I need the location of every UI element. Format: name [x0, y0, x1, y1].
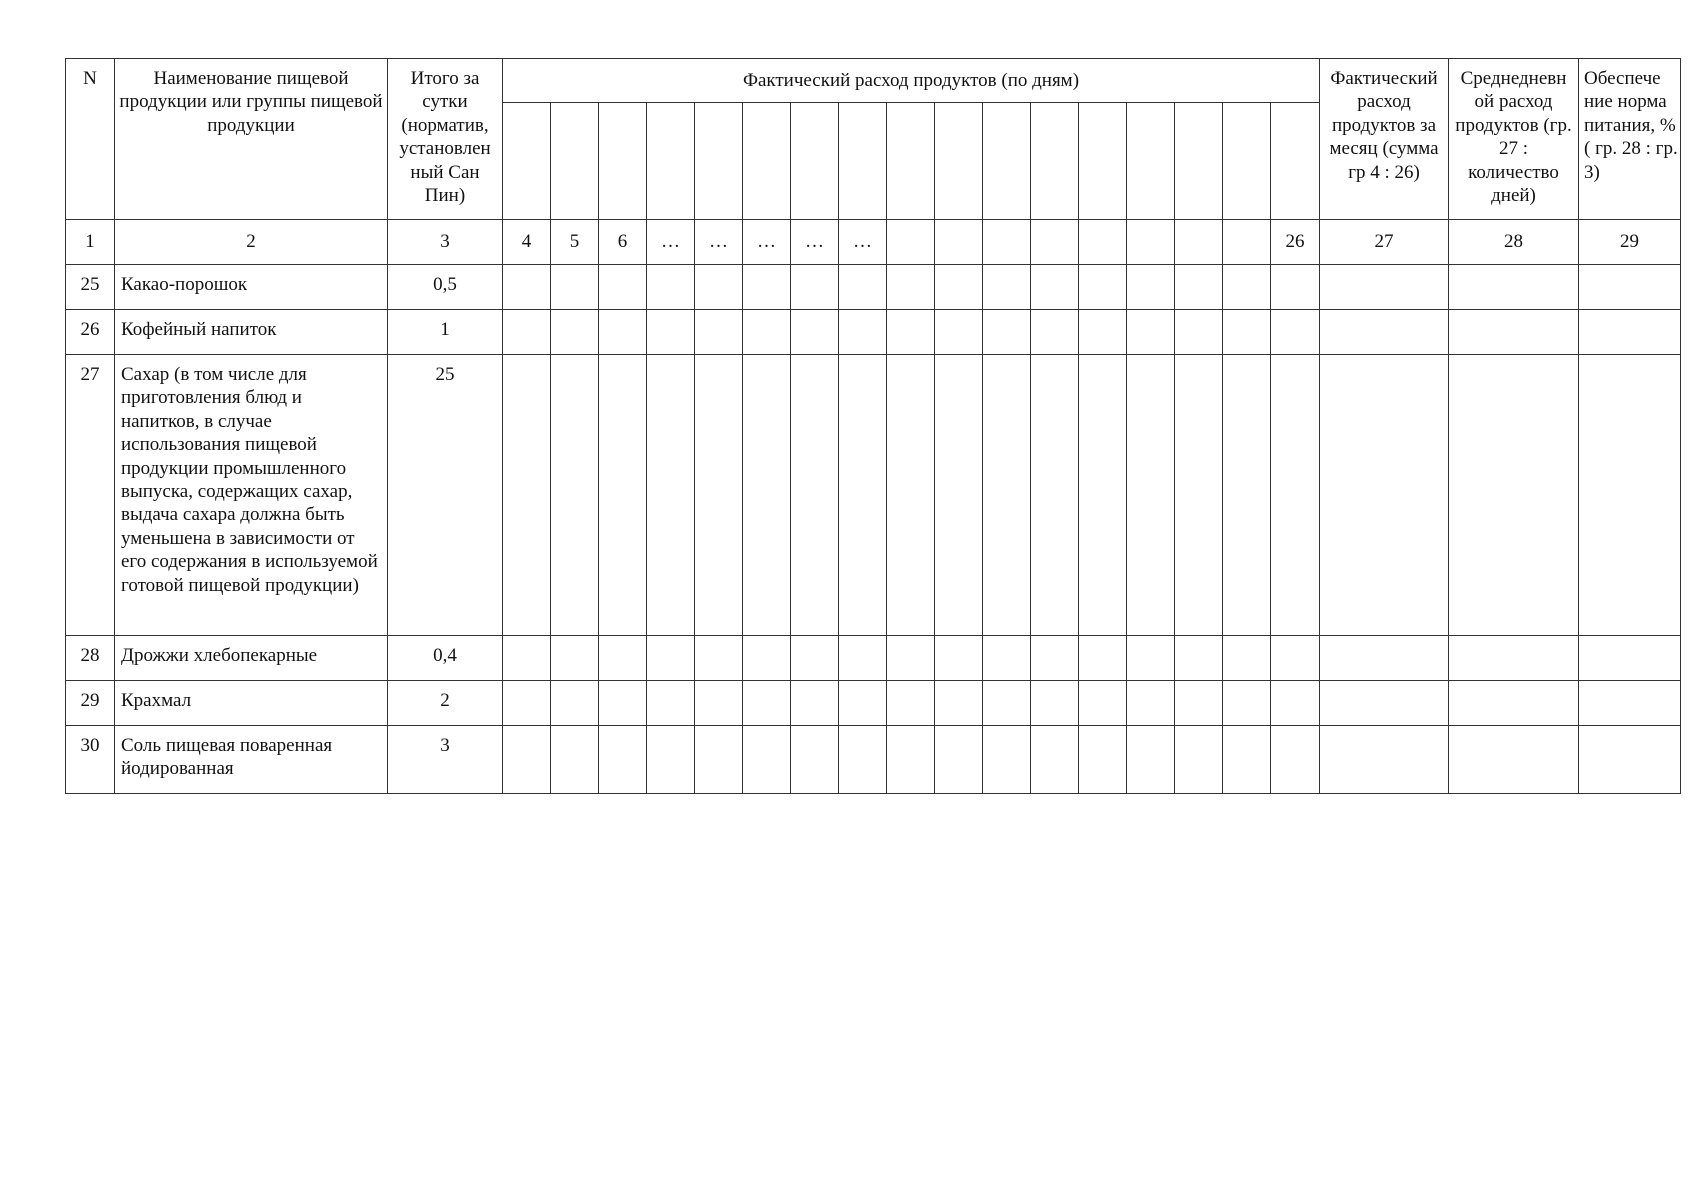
day-subheader-cell — [1271, 103, 1320, 220]
day-value-cell — [743, 726, 791, 794]
header-supply-percent: Обеспече ние норма питания, % ( гр. 28 : гр. 3) — [1579, 59, 1681, 220]
row-number: 28 — [66, 636, 115, 681]
day-value-cell — [839, 310, 887, 355]
header-name: Наименование пищевой продукции или группы пищевой продукции — [115, 59, 388, 220]
day-value-cell — [1079, 726, 1127, 794]
daily-norm-value: 0,4 — [388, 636, 503, 681]
day-value-cell — [599, 726, 647, 794]
header-total: Итого за сутки (норматив, установлен ный Сан Пин) — [388, 59, 503, 220]
day-value-cell — [1175, 681, 1223, 726]
day-value-cell — [503, 636, 551, 681]
day-value-cell — [1031, 681, 1079, 726]
summary-value-cell — [1320, 726, 1449, 794]
day-value-cell — [791, 355, 839, 636]
day-value-cell — [839, 265, 887, 310]
day-value-cell — [551, 265, 599, 310]
day-value-cell — [695, 265, 743, 310]
day-value-cell — [503, 265, 551, 310]
day-subheader-cell — [503, 103, 551, 220]
summary-value-cell — [1449, 310, 1579, 355]
summary-value-cell — [1579, 310, 1681, 355]
day-value-cell — [1271, 265, 1320, 310]
day-value-cell — [551, 310, 599, 355]
table-row — [66, 636, 1681, 681]
day-value-cell — [551, 355, 599, 636]
day-value-cell — [935, 310, 983, 355]
day-value-cell — [1079, 355, 1127, 636]
summary-value-cell — [1320, 355, 1449, 636]
day-value-cell — [647, 681, 695, 726]
day-value-cell — [695, 355, 743, 636]
day-value-cell — [743, 681, 791, 726]
summary-value-cell — [1449, 636, 1579, 681]
col-number-day: 5 — [551, 220, 599, 265]
day-value-cell — [1175, 265, 1223, 310]
summary-value-cell — [1320, 310, 1449, 355]
day-value-cell — [743, 310, 791, 355]
day-value-cell — [1079, 265, 1127, 310]
col-number-day — [983, 220, 1031, 265]
day-value-cell — [887, 265, 935, 310]
summary-value-cell — [1579, 355, 1681, 636]
daily-norm-value: 0,5 — [388, 265, 503, 310]
day-value-cell — [887, 681, 935, 726]
col-number-day — [887, 220, 935, 265]
day-value-cell — [551, 681, 599, 726]
product-name: Крахмал — [115, 681, 388, 726]
day-value-cell — [743, 355, 791, 636]
summary-value-cell — [1449, 726, 1579, 794]
day-value-cell — [1223, 265, 1271, 310]
day-value-cell — [599, 636, 647, 681]
day-subheader-cell — [1175, 103, 1223, 220]
day-value-cell — [1271, 681, 1320, 726]
day-value-cell — [839, 355, 887, 636]
day-value-cell — [983, 726, 1031, 794]
day-subheader-cell — [1031, 103, 1079, 220]
day-value-cell — [599, 355, 647, 636]
col-number-3: 3 — [388, 220, 503, 265]
col-number-day: … — [839, 220, 887, 265]
day-value-cell — [599, 310, 647, 355]
daily-norm-value: 3 — [388, 726, 503, 794]
col-number-day: … — [695, 220, 743, 265]
day-value-cell — [791, 636, 839, 681]
column-number-row — [66, 220, 1681, 265]
day-value-cell — [647, 265, 695, 310]
day-value-cell — [1223, 681, 1271, 726]
day-value-cell — [1271, 726, 1320, 794]
day-value-cell — [791, 681, 839, 726]
day-subheader-cell — [695, 103, 743, 220]
col-number-day: 4 — [503, 220, 551, 265]
day-value-cell — [1271, 310, 1320, 355]
summary-value-cell — [1449, 265, 1579, 310]
header-month-total: Фактический расход продуктов за месяц (сумма гр 4 : 26) — [1320, 59, 1449, 220]
day-value-cell — [1031, 265, 1079, 310]
day-value-cell — [1127, 726, 1175, 794]
day-value-cell — [1127, 355, 1175, 636]
day-value-cell — [1079, 310, 1127, 355]
day-value-cell — [1079, 681, 1127, 726]
summary-value-cell — [1449, 681, 1579, 726]
day-subheader-cell — [551, 103, 599, 220]
day-value-cell — [695, 310, 743, 355]
day-value-cell — [1223, 355, 1271, 636]
day-subheader-cell — [791, 103, 839, 220]
col-number-day: … — [743, 220, 791, 265]
day-value-cell — [551, 636, 599, 681]
day-value-cell — [887, 355, 935, 636]
day-subheader-cell — [599, 103, 647, 220]
product-name: Какао-порошок — [115, 265, 388, 310]
table-row — [66, 265, 1681, 310]
day-value-cell — [983, 265, 1031, 310]
day-value-cell — [647, 636, 695, 681]
day-value-cell — [647, 310, 695, 355]
day-value-cell — [551, 726, 599, 794]
col-number-27: 27 — [1320, 220, 1449, 265]
day-value-cell — [503, 310, 551, 355]
day-value-cell — [791, 726, 839, 794]
day-value-cell — [983, 355, 1031, 636]
col-number-day: 26 — [1271, 220, 1320, 265]
col-number-day — [1127, 220, 1175, 265]
day-value-cell — [887, 636, 935, 681]
day-value-cell — [839, 726, 887, 794]
daily-norm-value: 25 — [388, 355, 503, 636]
day-value-cell — [935, 681, 983, 726]
day-value-cell — [839, 636, 887, 681]
day-value-cell — [743, 636, 791, 681]
col-number-day — [1223, 220, 1271, 265]
day-value-cell — [1223, 726, 1271, 794]
day-value-cell — [887, 726, 935, 794]
day-value-cell — [983, 681, 1031, 726]
day-value-cell — [1175, 726, 1223, 794]
day-value-cell — [839, 681, 887, 726]
day-subheader-cell — [1223, 103, 1271, 220]
day-value-cell — [599, 265, 647, 310]
day-value-cell — [983, 636, 1031, 681]
row-number: 26 — [66, 310, 115, 355]
col-number-day: … — [791, 220, 839, 265]
header-n: N — [66, 59, 115, 220]
table-row — [66, 310, 1681, 355]
col-number-day — [1079, 220, 1127, 265]
day-subheader-cell — [935, 103, 983, 220]
day-value-cell — [887, 310, 935, 355]
day-value-cell — [1031, 636, 1079, 681]
col-number-28: 28 — [1449, 220, 1579, 265]
table-row — [66, 681, 1681, 726]
product-name: Дрожжи хлебопекарные — [115, 636, 388, 681]
day-value-cell — [791, 265, 839, 310]
day-value-cell — [983, 310, 1031, 355]
header-row — [66, 59, 1681, 103]
col-number-day — [1175, 220, 1223, 265]
col-number-2: 2 — [115, 220, 388, 265]
day-subheader-cell — [1079, 103, 1127, 220]
day-value-cell — [1271, 636, 1320, 681]
day-value-cell — [1127, 681, 1175, 726]
day-subheader-cell — [1127, 103, 1175, 220]
day-value-cell — [695, 726, 743, 794]
day-value-cell — [1079, 636, 1127, 681]
day-value-cell — [1175, 355, 1223, 636]
col-number-day — [935, 220, 983, 265]
product-name: Кофейный напиток — [115, 310, 388, 355]
day-value-cell — [695, 636, 743, 681]
day-value-cell — [1031, 355, 1079, 636]
day-value-cell — [935, 726, 983, 794]
day-value-cell — [1175, 310, 1223, 355]
day-value-cell — [1127, 265, 1175, 310]
summary-value-cell — [1579, 726, 1681, 794]
summary-value-cell — [1579, 636, 1681, 681]
col-number-day: … — [647, 220, 695, 265]
summary-value-cell — [1449, 355, 1579, 636]
daily-norm-value: 1 — [388, 310, 503, 355]
summary-value-cell — [1320, 265, 1449, 310]
daily-norm-value: 2 — [388, 681, 503, 726]
row-number: 29 — [66, 681, 115, 726]
day-value-cell — [1127, 310, 1175, 355]
summary-value-cell — [1320, 636, 1449, 681]
day-value-cell — [599, 681, 647, 726]
col-number-day — [1031, 220, 1079, 265]
day-value-cell — [1271, 355, 1320, 636]
day-value-cell — [743, 265, 791, 310]
consumption-table — [65, 58, 1681, 794]
col-number-day: 6 — [599, 220, 647, 265]
day-value-cell — [647, 355, 695, 636]
row-number: 25 — [66, 265, 115, 310]
day-value-cell — [791, 310, 839, 355]
day-value-cell — [1127, 636, 1175, 681]
day-value-cell — [935, 355, 983, 636]
day-subheader-cell — [743, 103, 791, 220]
day-value-cell — [503, 726, 551, 794]
day-value-cell — [1223, 310, 1271, 355]
day-value-cell — [935, 265, 983, 310]
summary-value-cell — [1579, 681, 1681, 726]
day-value-cell — [503, 681, 551, 726]
day-value-cell — [1031, 310, 1079, 355]
day-value-cell — [503, 355, 551, 636]
header-daily-consumption: Фактический расход продуктов (по дням) — [503, 59, 1320, 103]
col-number-29: 29 — [1579, 220, 1681, 265]
product-name: Соль пищевая поваренная йодированная — [115, 726, 388, 794]
day-value-cell — [1031, 726, 1079, 794]
table-row — [66, 726, 1681, 794]
summary-value-cell — [1320, 681, 1449, 726]
day-subheader-cell — [839, 103, 887, 220]
summary-value-cell — [1579, 265, 1681, 310]
row-number: 30 — [66, 726, 115, 794]
day-value-cell — [935, 636, 983, 681]
product-name: Сахар (в том числе для приготовления блюд и напитков, в случае использования пищевой продукции промышленного выпуска, содержащих сахар, выдача сахара должна быть уменьшена в зависимости от его содержания в используемой готовой пищевой продукции) — [115, 355, 388, 636]
day-value-cell — [1223, 636, 1271, 681]
day-subheader-cell — [887, 103, 935, 220]
day-subheader-cell — [647, 103, 695, 220]
table-row — [66, 355, 1681, 636]
day-value-cell — [647, 726, 695, 794]
header-daily-average: Среднедневн ой расход продуктов (гр. 27 : количество дней) — [1449, 59, 1579, 220]
day-value-cell — [695, 681, 743, 726]
row-number: 27 — [66, 355, 115, 636]
col-number-1: 1 — [66, 220, 115, 265]
day-value-cell — [1175, 636, 1223, 681]
day-subheader-cell — [983, 103, 1031, 220]
